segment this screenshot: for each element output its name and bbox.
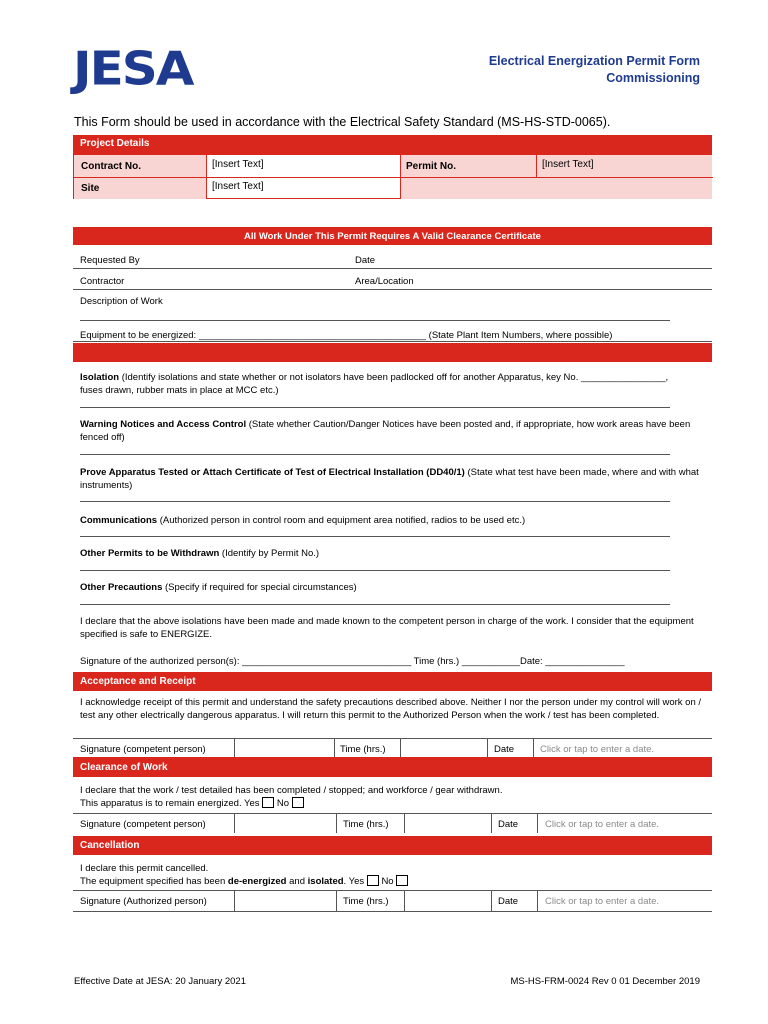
contractor-label: Contractor [80, 276, 125, 287]
clearance-time-label: Time (hrs.) [343, 819, 389, 830]
permit-label: Permit No. [406, 161, 457, 172]
project-details-table [73, 154, 712, 199]
jesa-logo: JESA [73, 42, 193, 96]
equipment-label: Equipment to be energized: ___________________________________________ (State Plant Item Numbers, where possible) [80, 330, 613, 341]
clearance-work-heading: Clearance of Work [73, 757, 712, 777]
cancellation-text: I declare this permit cancelled. [80, 863, 209, 874]
other-permits-text: Other Permits to be Withdrawn (Identify by Permit No.) [80, 548, 320, 559]
declaration-text: I declare that the above isolations have been made and made known to the competent person in charge of the work. I consider that the equipment specified is safe to ENERGIZE. [80, 616, 694, 640]
clearance-date-picker[interactable]: Click or tap to enter a date. [545, 819, 660, 830]
remain-energized-text: This apparatus is to remain energized. Yes No [80, 797, 304, 810]
section-divider-bar [73, 343, 712, 362]
de-energized-no-checkbox[interactable] [396, 875, 408, 886]
clearance-signature-label: Signature (competent person) [80, 819, 206, 830]
authorized-signature-line[interactable]: Signature of the authorized person(s): ________________________________ Time (hrs.) ___________Date: _______________ [80, 656, 625, 667]
acceptance-text: I acknowledge receipt of this permit and understand the safety precautions described above. Neither I nor the person under my control will work on / test any other electrically dangerous apparatus. I will return this permit to the Authorized Person when the work / test has been completed. [80, 697, 702, 721]
cancellation-heading: Cancellation [73, 836, 712, 855]
acceptance-time-label: Time (hrs.) [340, 744, 386, 755]
footer-effective-date: Effective Date at JESA: 20 January 2021 [74, 976, 246, 987]
cancellation-date-label: Date [498, 896, 519, 907]
area-label: Area/Location [355, 276, 414, 287]
permit-input[interactable]: [Insert Text] [542, 159, 594, 170]
date-label: Date [355, 255, 376, 266]
clearance-banner: All Work Under This Permit Requires A Valid Clearance Certificate [73, 227, 712, 245]
requested-by-label: Requested By [80, 255, 140, 266]
project-details-heading: Project Details [73, 135, 712, 154]
clearance-date-label: Date [498, 819, 519, 830]
acceptance-heading: Acceptance and Receipt [73, 672, 712, 691]
intro-text: This Form should be used in accordance with the Electrical Safety Standard (MS-HS-STD-0065). [74, 115, 611, 129]
acceptance-date-picker[interactable]: Click or tap to enter a date. [540, 744, 655, 755]
remain-energized-no-checkbox[interactable] [292, 797, 304, 808]
acceptance-signature-label: Signature (competent person) [80, 744, 206, 755]
remain-energized-yes-checkbox[interactable] [262, 797, 274, 808]
site-input[interactable]: [Insert Text] [212, 181, 264, 192]
cancellation-time-label: Time (hrs.) [343, 896, 389, 907]
contract-input[interactable]: [Insert Text] [212, 159, 264, 170]
warning-text: Warning Notices and Access Control (State whether Caution/Danger Notices have been posted and, if appropriate, how work areas have been fenced off) [80, 419, 691, 443]
isolation-text: Isolation (Identify isolations and state whether or not isolators have been padlocked off for another Apparatus, key No. ________________, fuses drawn, rubber mats in place at MCC etc.) [80, 372, 669, 396]
cancellation-signature-label: Signature (Authorized person) [80, 896, 207, 907]
other-precautions-text: Other Precautions (Specify if required for special circumstances) [80, 582, 357, 593]
description-label: Description of Work [80, 296, 163, 307]
clearance-work-text: I declare that the work / test detailed has been completed / stopped; and workforce / gear withdrawn. [80, 785, 503, 796]
acceptance-date-label: Date [494, 744, 515, 755]
footer-document-id: MS-HS-FRM-0024 Rev 0 01 December 2019 [510, 976, 700, 987]
communications-text: Communications (Authorized person in control room and equipment area notified, radios to be used etc.) [80, 515, 526, 526]
contract-label: Contract No. [81, 161, 141, 172]
site-label: Site [81, 183, 100, 194]
de-energized-text: The equipment specified has been de-energized and isolated. Yes No [80, 875, 408, 888]
form-subtitle: Commissioning [606, 71, 700, 85]
form-title: Electrical Energization Permit Form [488, 54, 700, 68]
prove-text: Prove Apparatus Tested or Attach Certificate of Test of Electrical Installation (DD40/1) (State what test have been made, where and with what instruments) [80, 467, 699, 491]
cancellation-date-picker[interactable]: Click or tap to enter a date. [545, 896, 660, 907]
de-energized-yes-checkbox[interactable] [367, 875, 379, 886]
